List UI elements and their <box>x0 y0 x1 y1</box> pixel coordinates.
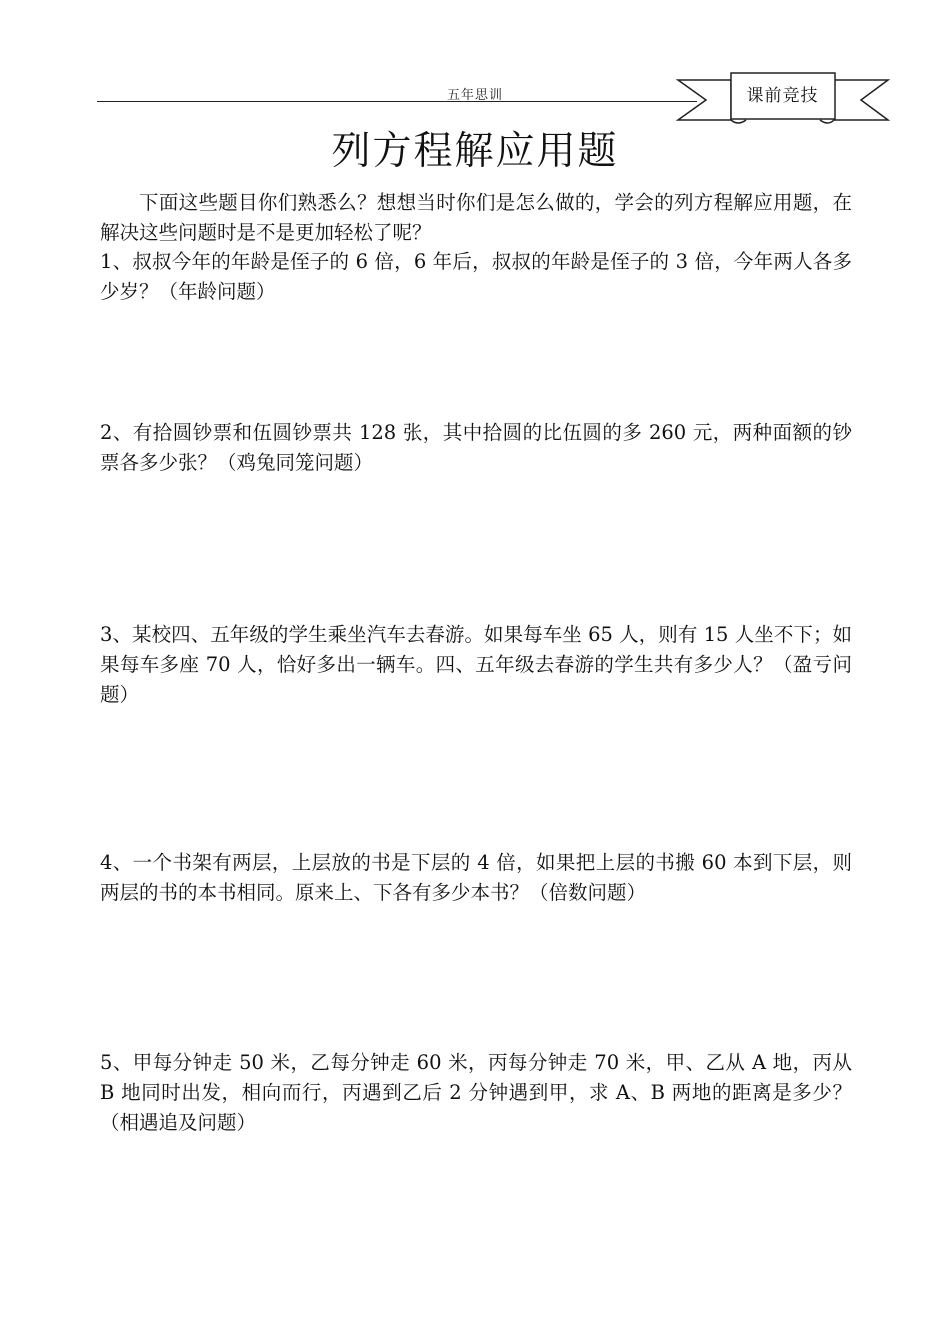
question-4: 4、一个书架有两层，上层放的书是下层的 4 倍，如果把上层的书搬 60 本到下层，则两层的书的本书相同。原来上、下各有多少本书？（倍数问题） <box>100 851 852 904</box>
course-label: 五年思训 <box>446 88 503 103</box>
page-title: 列方程解应用题 <box>331 129 619 174</box>
question-1: 1、叔叔今年的年龄是侄子的 6 倍，6 年后，叔叔的年龄是侄子的 3 倍，今年两人各多少岁？（年龄问题） <box>100 250 852 303</box>
intro-paragraph: 下面这些题目你们熟悉么？想想当时你们是怎么做的，学会的列方程解应用题，在解决这些问题时是不是更加轻松了呢？ <box>100 191 852 244</box>
question-3: 3、某校四、五年级的学生乘坐汽车去春游。如果每车坐 65 人，则有 15 人坐不下；如果每车多座 70 人，恰好多出一辆车。四、五年级去春游的学生共有多少人？（盈亏问题） <box>100 623 852 706</box>
question-2: 2、有拾圆钞票和伍圆钞票共 128 张，其中拾圆的比伍圆的多 260 元，两种面额的钞票各多少张？（鸡兔同笼问题） <box>100 421 852 474</box>
question-5: 5、甲每分钟走 50 米，乙每分钟走 60 米，丙每分钟走 70 米，甲、乙从 A 地，丙从 B 地同时出发，相向而行，丙遇到乙后 2 分钟遇到甲，求 A、B 两地的距离是多少？（相遇追及问题） <box>100 1051 852 1134</box>
ribbon-label: 课前竞技 <box>746 86 819 106</box>
